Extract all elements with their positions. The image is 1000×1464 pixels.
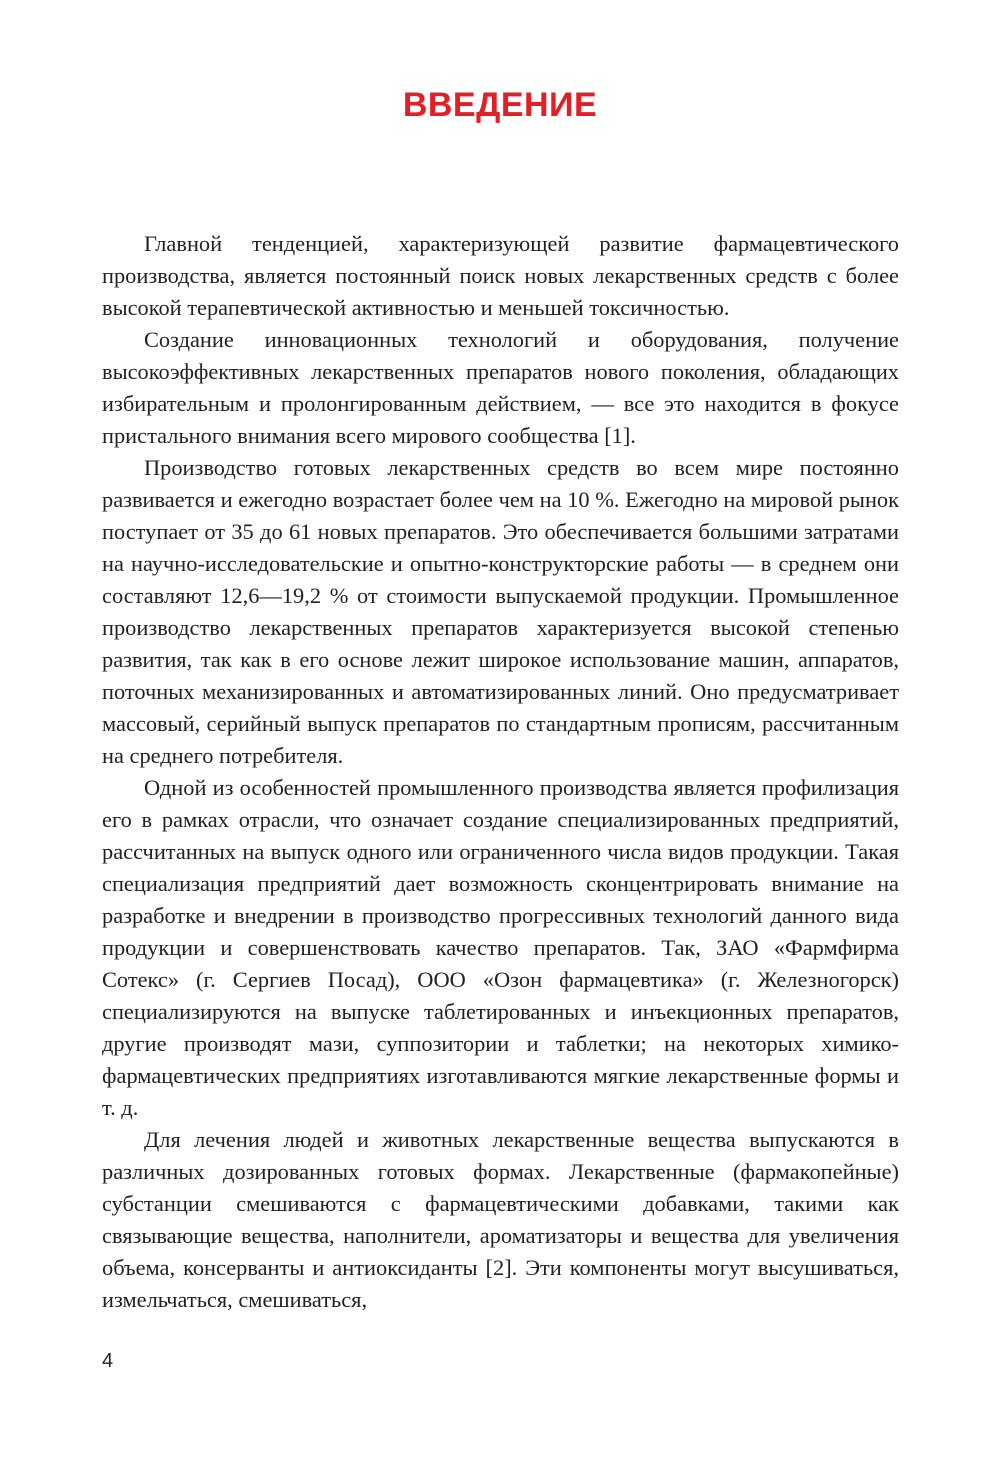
chapter-title: ВВЕДЕНИЕ <box>402 86 598 124</box>
paragraph: Главной тенденцией, характеризующей развитие фармацевтического производства, является постоянный поиск новых лекарственных средств с более высокой терапевтической активностью и меньшей токсичностью. <box>102 231 899 320</box>
paragraph: Создание инновационных технологий и оборудования, получение высокоэффективных лекарственных препаратов нового поколения, обладающих избирательным и пролонгированным действием, — все это находится в фокусе пристального внимания всего мирового сообщества [1]. <box>102 327 899 448</box>
paragraph: Производство готовых лекарственных средств во всем мире постоянно развивается и ежегодно возрастает более чем на 10 %. Ежегодно на мировой рынок поступает от 35 до 61 новых препаратов. Это обеспечивается большими затратами на научно-исследовательские и опытно-конструкторские работы — в среднем они составляют 12,6—19,2 % от стоимости выпускаемой продукции. Промышленное производство лекарственных препаратов характеризуется высокой степенью развития, так как в его основе лежит широкое использование машин, аппаратов, поточных механизированных и автоматизированных линий. Оно предусматривает массовый, серийный выпуск препаратов по стандартным прописям, рассчитанным на среднего потребителя. <box>102 455 899 768</box>
chapter-body <box>102 228 899 1316</box>
paragraph: Одной из особенностей промышленного производства является профилизация его в рамках отрасли, что означает создание специализированных предприятий, рассчитанных на выпуск одного или ограниченного числа видов продукции. Такая специализация предприятий дает возможность сконцентрировать внимание на разработке и внедрении в производство прогрессивных технологий данного вида продукции и совершенствовать качество препаратов. Так, ЗАО «Фармфирма Сотекс» (г. Сергиев Посад), ООО «Озон фармацевтика» (г. Железногорск) специализируются на выпуске таблетированных и инъекционных препаратов, другие производят мази, суппозитории и таблетки; на некоторых химико-фармацевтических предприятиях изготавливаются мягкие лекарственные формы и т. д. <box>102 775 899 1120</box>
page-number: 4 <box>102 1350 114 1372</box>
paragraph: Для лечения людей и животных лекарственные вещества выпускаются в различных дозированных готовых формах. Лекарственные (фармакопейные) субстанции смешиваются с фармацевтическими добавками, такими как связывающие вещества, наполнители, ароматизаторы и вещества для увеличения объема, консерванты и антиоксиданты [2]. Эти компоненты могут высушиваться, измельчаться, смешиваться, <box>102 1127 899 1312</box>
